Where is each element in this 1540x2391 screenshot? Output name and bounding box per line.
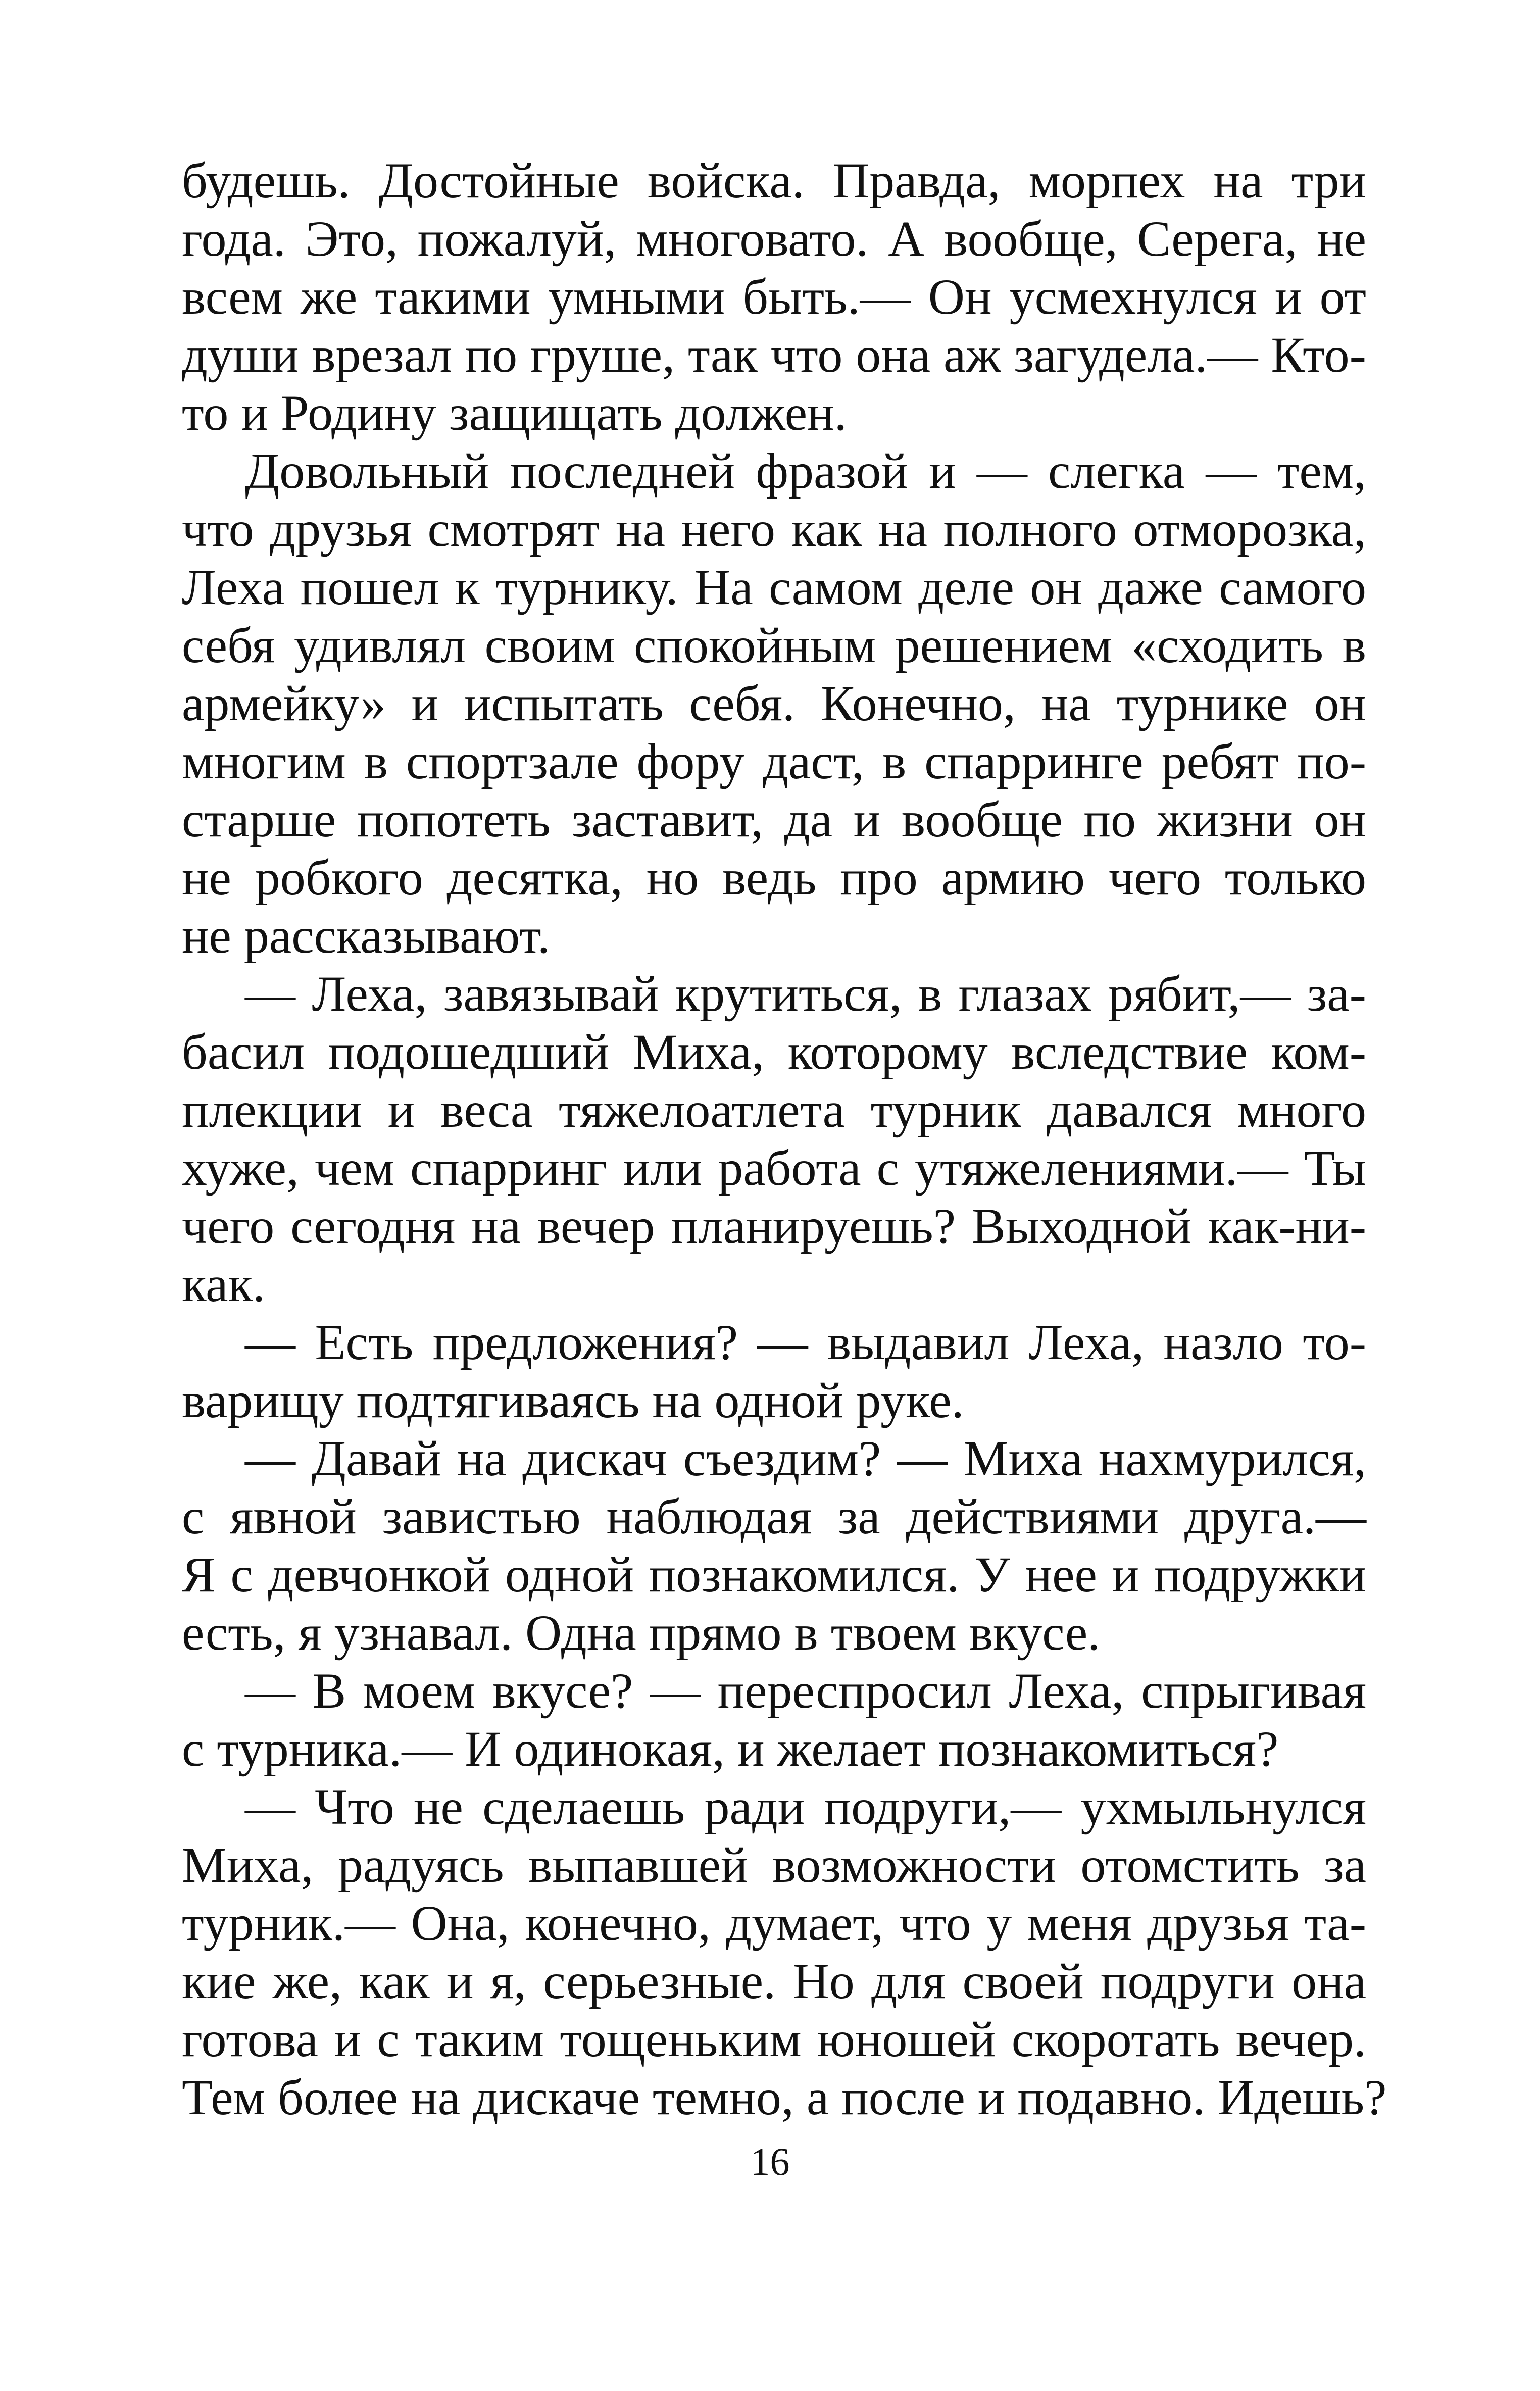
text-line: есть, я узнавал. Одна прямо в твоем вкусе. — [182, 1605, 1101, 1661]
text-line: многим в спортзале фору даст, в спарринге ребят по- — [182, 733, 1366, 789]
text-line: года. Это, пожалуй, многовато. А вообще, Серега, не — [182, 211, 1366, 267]
text-line: Миха, радуясь выпавшей возможности отомстить за — [182, 1837, 1366, 1893]
text-line: — Леха, завязывай крутиться, в глазах рябит,— за- — [245, 966, 1366, 1022]
text-line: кие же, как и я, серьезные. Но для своей подруги она — [182, 1953, 1366, 2009]
text-line: Тем более на дискаче темно, а после и подавно. Идешь? — [182, 2069, 1387, 2125]
text-line: старше попотеть заставит, да и вообще по жизни он — [182, 791, 1366, 848]
text-line: — Что не сделаешь ради подруги,— ухмыльнулся — [245, 1779, 1366, 1835]
text-line: — Есть предложения? — выдавил Леха, назло то- — [245, 1314, 1366, 1370]
text-line: чего сегодня на вечер планируешь? Выходной как-ни- — [182, 1198, 1366, 1254]
text-line: Леха пошел к турнику. На самом деле он даже самого — [182, 559, 1366, 615]
text-line: Я с девчонкой одной познакомился. У нее и подружки — [182, 1547, 1366, 1603]
text-line: армейку» и испытать себя. Конечно, на турнике он — [182, 675, 1366, 731]
text-line: не робкого десятка, но ведь про армию чего только — [182, 850, 1366, 906]
text-line: с явной завистью наблюдая за действиями друга.— — [182, 1488, 1366, 1545]
text-line: — Давай на дискач съездим? — Миха нахмурился, — [245, 1430, 1366, 1486]
text-line: готова и с таким тощеньким юношей скоротать вечер. — [182, 2011, 1366, 2067]
text-line: с турника.— И одинокая, и желает познакомиться? — [182, 1721, 1279, 1777]
body-text — [182, 152, 1387, 2126]
text-line: басил подошедший Миха, которому вследствие ком- — [182, 1024, 1366, 1080]
text-line: — В моем вкусе? — переспросил Леха, спрыгивая — [245, 1663, 1366, 1719]
text-line: всем же такими умными быть.— Он усмехнулся и от — [182, 269, 1366, 325]
text-line: Довольный последней фразой и — слегка — тем, — [245, 443, 1366, 499]
text-line: варищу подтягиваясь на одной руке. — [182, 1372, 964, 1428]
text-line: себя удивлял своим спокойным решением «сходить в — [182, 617, 1366, 673]
text-line: не рассказывают. — [182, 908, 551, 964]
text-line: турник.— Она, конечно, думает, что у меня друзья та- — [182, 1895, 1366, 1951]
text-line: как. — [182, 1256, 266, 1312]
text-line: то и Родину защищать должен. — [182, 385, 847, 441]
text-line: хуже, чем спарринг или работа с утяжелениями.— Ты — [182, 1140, 1366, 1196]
text-line: что друзья смотрят на него как на полного отморозка, — [182, 501, 1366, 557]
text-line: души врезал по груше, так что она аж загудела.— Кто- — [182, 327, 1366, 383]
text-line: будешь. Достойные войска. Правда, морпех на три — [182, 153, 1366, 209]
page-number: 16 — [750, 2139, 790, 2183]
text-line: плекции и веса тяжелоатлета турник давался много — [182, 1082, 1366, 1138]
